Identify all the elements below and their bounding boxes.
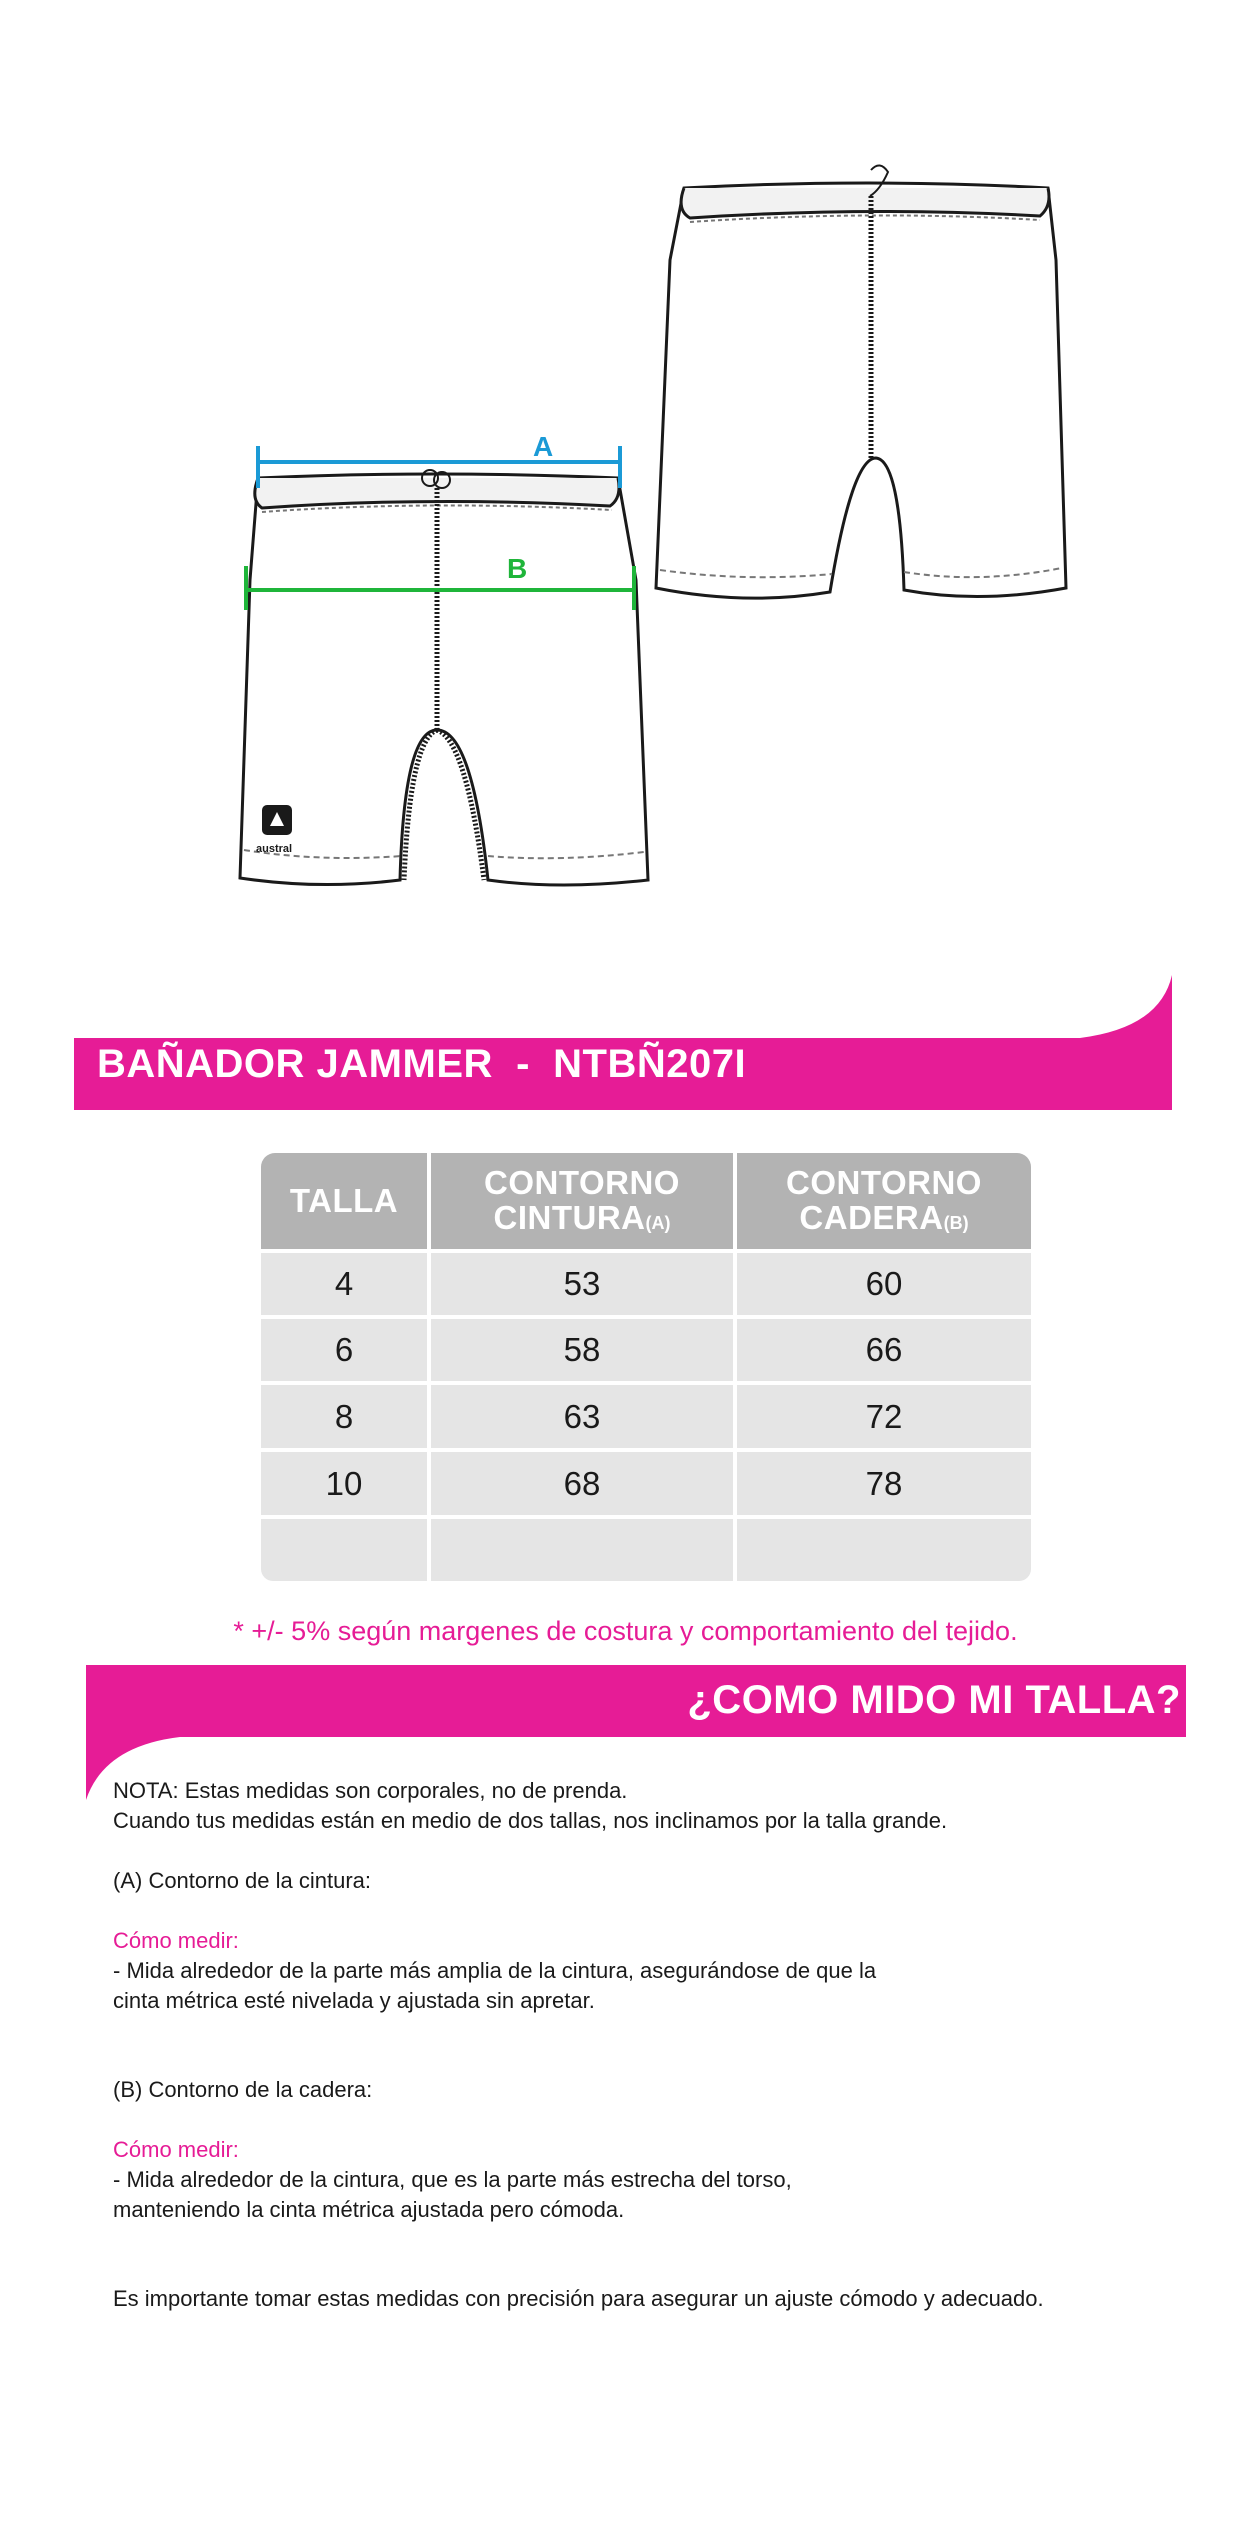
cell-cadera: 72 xyxy=(737,1385,1031,1448)
waist-title: (A) Contorno de la cintura: xyxy=(113,1868,372,1893)
cell-cintura: 68 xyxy=(431,1452,733,1515)
cell-cadera: 60 xyxy=(737,1253,1031,1315)
back-jammer-drawing xyxy=(656,165,1066,598)
cell-cintura: 53 xyxy=(431,1253,733,1315)
hip-title: (B) Contorno de la cadera: xyxy=(113,2077,373,2102)
product-title: BAÑADOR JAMMER - NTBÑ207I xyxy=(97,1042,747,1086)
header-cintura: CONTORNO CINTURA(A) xyxy=(431,1153,733,1249)
hip-line-1: - Mida alrededor de la cintura, que es la parte más estrecha del torso, xyxy=(113,2167,792,2192)
cell-cadera: 66 xyxy=(737,1319,1031,1381)
hip-line-2: manteniendo la cinta métrica ajustada pero cómoda. xyxy=(113,2197,625,2222)
header-talla: TALLA xyxy=(261,1153,427,1249)
note-line-2: Cuando tus medidas están en medio de dos tallas, nos inclinamos por la talla grande. xyxy=(113,1808,948,1833)
footnote: * +/- 5% según margenes de costura y comportamiento del tejido. xyxy=(233,1616,1018,1646)
closing-note: Es importante tomar estas medidas con precisión para asegurar un ajuste cómodo y adecuado. xyxy=(113,2286,1044,2311)
cell-talla xyxy=(261,1519,427,1581)
hip-how-label: Cómo medir: xyxy=(113,2137,239,2162)
cell-cadera xyxy=(737,1519,1031,1581)
measure-a-label: A xyxy=(533,431,554,462)
cell-talla: 4 xyxy=(261,1253,427,1315)
howto-title: ¿COMO MIDO MI TALLA? xyxy=(687,1678,1181,1722)
cell-talla: 6 xyxy=(261,1319,427,1381)
cell-cintura: 58 xyxy=(431,1319,733,1381)
cell-cadera: 78 xyxy=(737,1452,1031,1515)
jammer-illustration xyxy=(0,0,1251,960)
note-line-1: NOTA: Estas medidas son corporales, no de prenda. xyxy=(113,1778,628,1803)
measure-b-label: B xyxy=(507,553,528,584)
waist-line-1: - Mida alrededor de la parte más amplia de la cintura, asegurándose de que la xyxy=(113,1958,877,1983)
svg-text:austral: austral xyxy=(256,843,293,855)
cell-talla: 10 xyxy=(261,1452,427,1515)
title-band-shape xyxy=(0,960,1251,1120)
header-cadera: CONTORNO CADERA(B) xyxy=(737,1153,1031,1249)
cell-cintura: 63 xyxy=(431,1385,733,1448)
waist-how-label: Cómo medir: xyxy=(113,1928,239,1953)
cell-cintura xyxy=(431,1519,733,1581)
cell-talla: 8 xyxy=(261,1385,427,1448)
front-jammer-drawing xyxy=(240,470,648,885)
waist-line-2: cinta métrica esté nivelada y ajustada sin apretar. xyxy=(113,1988,595,2013)
